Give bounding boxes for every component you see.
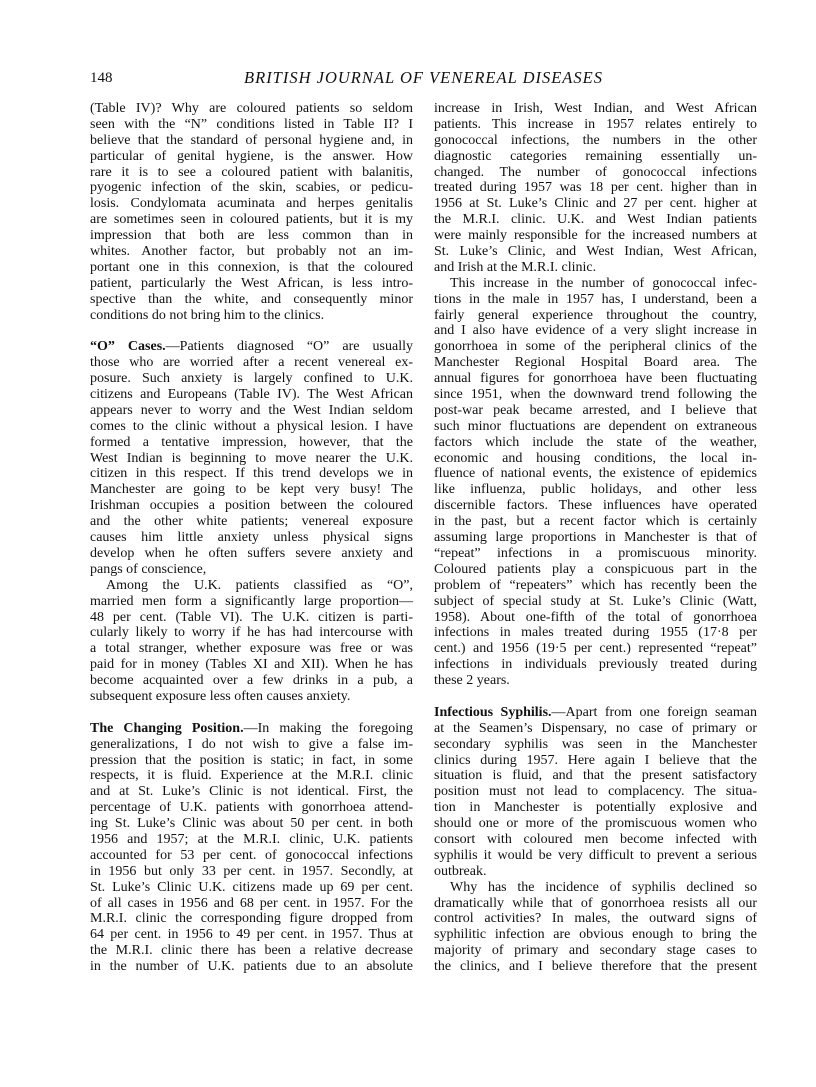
line-text: St. Luke’s Clinic, and West Indian, West African, [434, 244, 757, 260]
running-header-journal-title: BRITISH JOURNAL OF VENEREAL DISEASES [244, 68, 603, 87]
line-text: were mainly responsible for the increased numbers at [434, 228, 757, 244]
line-text: of all cases in 1956 and 68 per cent. in 1957. For the [90, 895, 413, 911]
line-text: and Irish at the M.R.I. clinic. [434, 259, 597, 275]
line-text: the clinics, and I believe therefore that the present [434, 959, 757, 975]
text-line [90, 768, 413, 784]
line-text: are sometimes seen in coloured patients, but it is my [90, 212, 413, 228]
line-text: and at St. Luke’s Clinic is not identical. First, the [90, 784, 413, 800]
text-line [434, 880, 757, 896]
line-text: West Indian is beginning to move nearer the U.K. [90, 450, 413, 466]
text-line [434, 959, 757, 975]
text-line [434, 768, 757, 784]
text-line [90, 625, 413, 641]
line-text: —Patients diagnosed “O” are usually [165, 339, 413, 355]
line-text: the M.R.I. clinic there has been a relative decrease [90, 943, 413, 959]
text-line [90, 610, 413, 626]
text-line [434, 498, 757, 514]
text-line [434, 165, 757, 181]
text-line [434, 371, 757, 387]
text-line [90, 514, 413, 530]
line-text: the M.R.I. clinic. U.K. and West Indian patients [434, 212, 757, 228]
line-text: St. Luke’s Clinic U.K. citizens made up 69 per cent. [90, 879, 413, 895]
text-line [434, 927, 757, 943]
right-column [434, 101, 757, 975]
text-line [90, 927, 413, 943]
line-text: subject of special study at St. Luke’s Clinic (Watt, [434, 593, 757, 609]
line-text: married men form a significantly large proportion— [90, 593, 413, 609]
line-text: at the Seamen’s Dispensary, no case of primary or [434, 720, 757, 736]
line-text: majority of primary and secondary stage cases to [434, 943, 757, 959]
text-line [434, 610, 757, 626]
text-line [434, 546, 757, 562]
section-heading: “O” Cases. [90, 339, 166, 355]
line-text: annual figures for gonorrhoea have been fluctuating [434, 371, 757, 387]
text-line [90, 276, 413, 292]
line-text: 1956 and 1957; at the M.R.I. clinic, U.K. patients [90, 831, 413, 847]
text-line [434, 308, 757, 324]
text-line [434, 117, 757, 133]
text-line [90, 689, 413, 705]
text-line [90, 737, 413, 753]
text-line [434, 339, 757, 355]
text-line [434, 721, 757, 737]
line-text: infections in males treated during 1955 (17·8 per [434, 625, 757, 641]
text-line [90, 180, 413, 196]
section-heading: The Changing Position. [90, 720, 244, 736]
text-line [90, 800, 413, 816]
line-text: M.R.I. clinic the corresponding figure dropped from [90, 911, 413, 927]
line-text: Manchester are going to be kept very busy! The [90, 482, 413, 498]
text-line [434, 260, 757, 276]
text-line [434, 323, 757, 339]
line-text: those who are worried after a recent venereal ex- [90, 355, 413, 371]
text-line [90, 864, 413, 880]
text-line [434, 244, 757, 260]
line-text: develop when he often suffers severe anxiety and [90, 545, 413, 561]
text-line [434, 578, 757, 594]
line-text: treated during 1957 was 18 per cent. higher than in [434, 180, 757, 196]
text-line [90, 371, 413, 387]
text-line [90, 530, 413, 546]
text-line [90, 848, 413, 864]
text-line [90, 149, 413, 165]
line-text: Why has the incidence of syphilis declined so [450, 879, 757, 895]
line-text: changed. The number of gonococcal infections [434, 164, 757, 180]
line-text: pyogenic infection of the skin, scabies, or pedicu- [90, 180, 413, 196]
line-text: —In making the foregoing [243, 720, 413, 736]
line-text: pression that the position is static; in fact, in some [90, 752, 413, 768]
line-text: rare it is to see a coloured patient with balanitis, [90, 164, 413, 180]
paragraph-spacer [90, 705, 413, 721]
line-text: impression that both are less common than in [90, 228, 413, 244]
text-line [434, 641, 757, 657]
text-line [434, 419, 757, 435]
line-text: in the past, but a recent factor which is certainly [434, 514, 757, 530]
line-text: posure. Such anxiety is largely confined to U.K. [90, 371, 413, 387]
line-text: a total stranger, whether exposure was free or was [90, 641, 413, 657]
line-text: syphilis it would be very difficult to prevent a serious [434, 847, 757, 863]
line-text: and I also have evidence of a very slight increase in [434, 323, 757, 339]
text-line [90, 339, 413, 355]
text-line [434, 562, 757, 578]
line-text: whites. Another factor, but probably not an im- [90, 244, 413, 260]
text-line [434, 180, 757, 196]
line-text: citizens and Europeans (Table IV). The West African [90, 387, 413, 403]
text-line [434, 705, 757, 721]
text-line [434, 864, 757, 880]
line-text: This increase in the number of gonococcal infec- [450, 275, 757, 291]
text-line [434, 276, 757, 292]
paragraph-spacer [90, 323, 413, 339]
text-line [90, 101, 413, 117]
line-text: paid for in money (Tables XI and XII). When he has [90, 657, 413, 673]
line-text: factors which include the state of the weather, [434, 434, 757, 450]
text-line [434, 466, 757, 482]
line-text: subsequent exposure less often causes anxiety. [90, 688, 351, 704]
text-line [90, 133, 413, 149]
line-text: problem of “repeaters” which has recently been the [434, 577, 757, 593]
text-line [90, 260, 413, 276]
text-line [434, 292, 757, 308]
text-line [90, 435, 413, 451]
line-text: tion in Manchester is potentially explosive and [434, 800, 757, 816]
text-line [434, 451, 757, 467]
text-line [434, 133, 757, 149]
line-text: comes to the clinic without a physical lesion. I have [90, 418, 413, 434]
line-text: infections in individuals previously treated during [434, 657, 757, 673]
line-text: consort with coloured men become infected with [434, 831, 757, 847]
text-line [90, 196, 413, 212]
text-line [90, 832, 413, 848]
line-text: position must not lead to complacency. The situa- [434, 784, 757, 800]
text-line [90, 880, 413, 896]
line-text: ing St. Luke’s Clinic was about 50 per cent. in both [90, 816, 413, 832]
text-line [90, 594, 413, 610]
line-text: believe that the standard of personal hygiene and, in [90, 132, 413, 148]
text-line [90, 546, 413, 562]
text-line [90, 212, 413, 228]
text-line [90, 165, 413, 181]
text-line [90, 466, 413, 482]
text-line [434, 848, 757, 864]
text-line [434, 149, 757, 165]
line-text: control activities? In males, the outward signs of [434, 911, 757, 927]
line-text: 1956 at St. Luke’s Clinic and 27 per cent. higher at [434, 196, 757, 212]
text-line [90, 641, 413, 657]
line-text: situation is fluid, and that the present satisfactory [434, 768, 757, 784]
line-text: particular of genital hygiene, is the answer. How [90, 148, 413, 164]
text-line [434, 737, 757, 753]
line-text: diagnostic categories remaining essentially un- [434, 148, 757, 164]
text-line [90, 959, 413, 975]
text-line [90, 753, 413, 769]
line-text: 48 per cent. (Table VI). The U.K. citizen is parti- [90, 609, 413, 625]
text-line [90, 228, 413, 244]
text-line [90, 673, 413, 689]
line-text: such minor fluctuations are dependent on extraneous [434, 418, 757, 434]
line-text: causes him little anxiety unless physical signs [90, 530, 413, 546]
line-text: portant one in this connexion, is that the coloured [90, 259, 413, 275]
line-text: since 1951, when the downward trend following the [434, 387, 757, 403]
text-line [90, 482, 413, 498]
line-text: respects, it is fluid. Experience at the M.R.I. clinic [90, 768, 413, 784]
line-text: 64 per cent. in 1956 to 49 per cent. in 1957. Thus at [90, 927, 413, 943]
line-text: losis. Condylomata acuminata and herpes genitalis [90, 196, 413, 212]
line-text: should one or more of the promiscuous women who [434, 816, 757, 832]
line-text: generalizations, I do not wish to give a false im- [90, 736, 413, 752]
text-line [434, 673, 757, 689]
text-line [90, 498, 413, 514]
line-text: Manchester Regional Hospital Board area. The [434, 355, 757, 371]
text-line [90, 308, 413, 324]
text-line [434, 753, 757, 769]
line-text: percentage of U.K. patients with gonorrhoea attend- [90, 800, 413, 816]
text-line [90, 816, 413, 832]
text-line [90, 657, 413, 673]
line-text: (Table IV)? Why are coloured patients so seldom [90, 101, 413, 116]
line-text: syphilitic infection are obvious enough to bring the [434, 927, 757, 943]
line-text: cent.) and 1956 (19·5 per cent.) represented “repeat” [434, 641, 757, 657]
text-line [90, 419, 413, 435]
text-line [90, 562, 413, 578]
text-line [90, 896, 413, 912]
text-line [434, 355, 757, 371]
page-number: 148 [90, 70, 113, 86]
text-line [90, 403, 413, 419]
text-line [434, 514, 757, 530]
line-text: discernible factors. These influences have operated [434, 498, 757, 514]
left-column [90, 101, 413, 975]
text-line [434, 816, 757, 832]
line-text: fluence of national events, the existence of epidemics [434, 466, 757, 482]
text-line [434, 196, 757, 212]
line-text: Among the U.K. patients classified as “O”, [106, 577, 413, 593]
text-line [434, 800, 757, 816]
line-text: pangs of conscience, [90, 561, 207, 577]
paragraph-spacer [434, 689, 757, 705]
text-line [434, 387, 757, 403]
line-text: secondary syphilis was seen in the Manchester [434, 736, 757, 752]
line-text: assuming large proportions in Manchester is that of [434, 530, 757, 546]
line-text: patient, particularly the West African, is less intro- [90, 275, 413, 291]
line-text: “repeat” infections in a promiscuous minority. [434, 545, 757, 561]
text-line [434, 435, 757, 451]
line-text: spective than the white, and consequently minor [90, 291, 413, 307]
text-line [90, 911, 413, 927]
line-text: post-war peak became arrested, and I believe that [434, 402, 757, 418]
text-line [434, 657, 757, 673]
text-line [434, 896, 757, 912]
text-line [434, 832, 757, 848]
line-text: patients. This increase in 1957 relates entirely to [434, 116, 757, 132]
line-text: accounted for 53 per cent. of gonococcal infections [90, 847, 413, 863]
line-text: Irishman occupies a position between the coloured [90, 498, 413, 514]
line-text: in 1956 but only 33 per cent. in 1957. Secondly, at [90, 863, 413, 879]
text-line [90, 355, 413, 371]
text-line [90, 578, 413, 594]
text-line [434, 784, 757, 800]
text-line [90, 943, 413, 959]
text-line [434, 212, 757, 228]
text-line [434, 625, 757, 641]
text-line [434, 482, 757, 498]
line-text: increase in Irish, West Indian, and West African [434, 101, 757, 116]
line-text: and the other white patients; venereal exposure [90, 514, 413, 530]
line-text: tions in the male in 1957 has, I understand, been a [434, 291, 757, 307]
line-text: dramatically while that of gonorrhoea resists all our [434, 895, 757, 911]
text-line [90, 387, 413, 403]
text-line [90, 292, 413, 308]
section-heading: Infectious Syphilis. [434, 704, 552, 720]
line-text: gonococcal infections, the numbers in the other [434, 132, 757, 148]
line-text: become acquainted over a few drinks in a pub, a [90, 673, 413, 689]
text-line [90, 784, 413, 800]
line-text: seen with the “N” conditions listed in Table II? I [90, 116, 413, 132]
text-line [434, 911, 757, 927]
line-text: citizen in this respect. If this trend develops we in [90, 466, 413, 482]
text-line [434, 943, 757, 959]
line-text: outbreak. [434, 863, 487, 879]
line-text: appears never to worry and the West Indian seldom [90, 402, 413, 418]
line-text: 1958). About one-fifth of the total of gonorrhoea [434, 609, 757, 625]
line-text: formed a tentative impression, however, that the [90, 434, 413, 450]
line-text: economic and housing conditions, the local in- [434, 450, 757, 466]
line-text: these 2 years. [434, 673, 510, 689]
line-text: —Apart from one foreign seaman [551, 704, 757, 720]
text-line [434, 530, 757, 546]
text-line [434, 228, 757, 244]
text-line [90, 721, 413, 737]
line-text: conditions do not bring him to the clinics. [90, 307, 325, 323]
text-line [434, 403, 757, 419]
line-text: clinics during 1957. Here again I believe that the [434, 752, 757, 768]
text-line [90, 451, 413, 467]
text-line [90, 117, 413, 133]
line-text: in the number of U.K. patients due to an absolute [90, 959, 413, 975]
line-text: cularly likely to worry if he has had intercourse with [90, 625, 413, 641]
text-line [90, 244, 413, 260]
text-line [434, 101, 757, 117]
text-line [434, 594, 757, 610]
line-text: fairly general experience throughout the country, [434, 307, 757, 323]
line-text: like influenza, public holidays, and other less [434, 482, 757, 498]
line-text: gonorrhoea in some of the peripheral clinics of the [434, 339, 757, 355]
line-text: Coloured patients play a conspicuous part in the [434, 561, 757, 577]
